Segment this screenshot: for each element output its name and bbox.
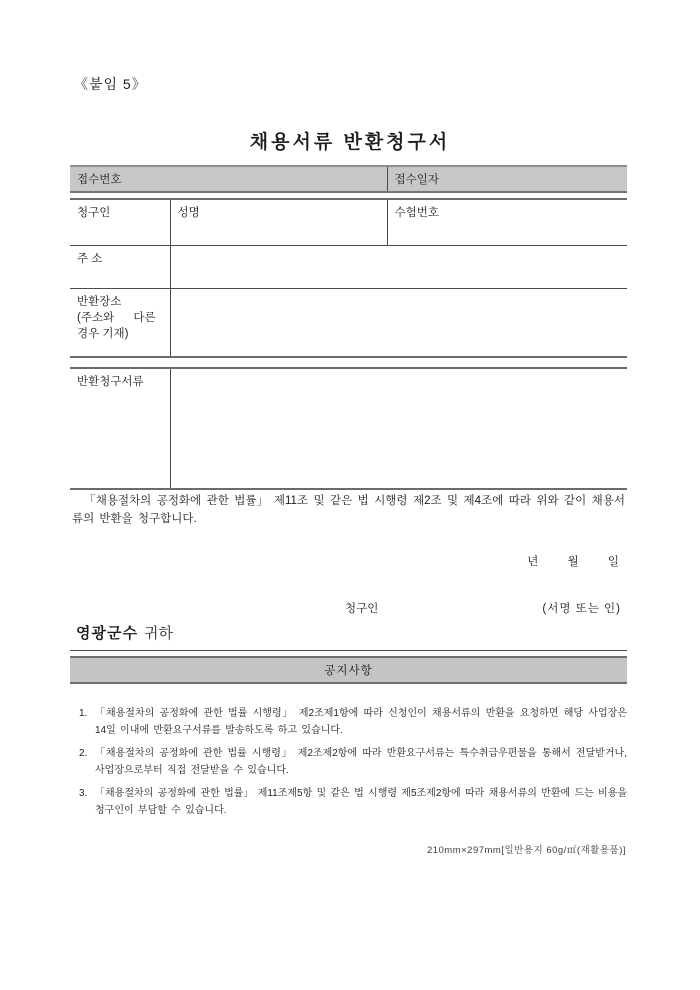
exam-number-label: 수험번호 bbox=[394, 207, 439, 219]
receipt-date-label: 접수일자 bbox=[394, 174, 439, 186]
recipient-name: 영광군수 bbox=[76, 625, 138, 642]
paper-spec-footer: 210mm×297mm[일반용지 60g/㎡(재활용품)] bbox=[426, 845, 626, 856]
documents-label-cell bbox=[70, 368, 170, 489]
claimant-info-table bbox=[70, 198, 627, 358]
notice-item-number: 3. bbox=[79, 788, 88, 799]
divider-rule bbox=[70, 650, 627, 651]
recipient-honorific: 귀하 bbox=[143, 625, 173, 642]
date-day-label: 일 bbox=[607, 556, 619, 568]
notice-item bbox=[79, 705, 627, 739]
return-place-row bbox=[70, 288, 627, 357]
recipient-line bbox=[76, 622, 173, 643]
address-value-cell bbox=[170, 245, 627, 288]
notice-item bbox=[79, 785, 627, 819]
signature-claimant-label: 청구인 bbox=[345, 603, 379, 615]
address-label-cell bbox=[70, 245, 170, 288]
claimant-label: 청구인 bbox=[77, 207, 111, 219]
receipt-date-cell bbox=[387, 166, 627, 192]
declaration-paragraph: 「채용절차의 공정화에 관한 법률」 제11조 및 같은 법 시행령 제2조 및 제4조에 따라 위와 같이 채용서류의 반환을 청구합니다. bbox=[72, 495, 625, 526]
signature-note: (서명 또는 인) bbox=[542, 603, 621, 615]
date-line bbox=[70, 553, 619, 569]
name-field-cell bbox=[170, 199, 387, 245]
notice-item-text: 「채용절차의 공정화에 관한 법률 시행령」 제2조제2항에 따라 반환요구서류는 특수취급우편물을 통해서 전달받거나, 사업장으로부터 직접 전달받을 수 있습니다. bbox=[95, 748, 627, 776]
documents-row bbox=[70, 368, 627, 489]
receipt-header-table bbox=[70, 165, 627, 193]
notice-item-text: 「채용절차의 공정화에 관한 법률 시행령」 제2조제1항에 따라 신청인이 채용서류의 반환을 요청하면 해당 사업장은 14일 이내에 반환요구서류를 발송하도록 하고 있습니다. bbox=[95, 708, 627, 736]
exam-number-field-cell bbox=[387, 199, 627, 245]
return-place-label-line3: 경우 기재) bbox=[77, 327, 129, 340]
address-row bbox=[70, 245, 627, 288]
claimant-label-cell bbox=[70, 199, 170, 245]
address-label: 주 소 bbox=[77, 252, 103, 265]
date-year-label: 년 bbox=[527, 556, 539, 568]
receipt-number-cell bbox=[70, 166, 387, 192]
page-title: 채용서류 반환청구서 bbox=[249, 132, 451, 153]
return-place-label-line2: (주소와 다른 bbox=[77, 311, 156, 324]
documents-value-cell bbox=[170, 368, 627, 489]
return-place-label-cell bbox=[70, 288, 170, 357]
notice-item-number: 2. bbox=[79, 748, 88, 759]
notice-list bbox=[79, 705, 627, 825]
receipt-header-row bbox=[70, 166, 627, 192]
date-month-label: 월 bbox=[567, 556, 579, 568]
documents-table bbox=[70, 367, 627, 490]
attachment-label: 《붙임 5》 bbox=[74, 76, 147, 92]
return-place-label-line1: 반환장소 bbox=[77, 295, 122, 308]
name-label: 성명 bbox=[177, 207, 200, 219]
notice-header-label: 공지사항 bbox=[324, 665, 373, 677]
receipt-number-label: 접수번호 bbox=[77, 174, 122, 186]
documents-label: 반환청구서류 bbox=[77, 376, 144, 388]
notice-header-bar bbox=[70, 656, 627, 684]
notice-item-number: 1. bbox=[79, 708, 88, 719]
return-place-value-cell bbox=[170, 288, 627, 357]
claimant-row bbox=[70, 199, 627, 245]
notice-item bbox=[79, 745, 627, 779]
signature-line bbox=[70, 600, 621, 616]
notice-item-text: 「채용절차의 공정화에 관한 법률」 제11조제5항 및 같은 법 시행령 제5조제2항에 따라 채용서류의 반환에 드는 비용을 청구인이 부담할 수 있습니다. bbox=[95, 788, 628, 816]
